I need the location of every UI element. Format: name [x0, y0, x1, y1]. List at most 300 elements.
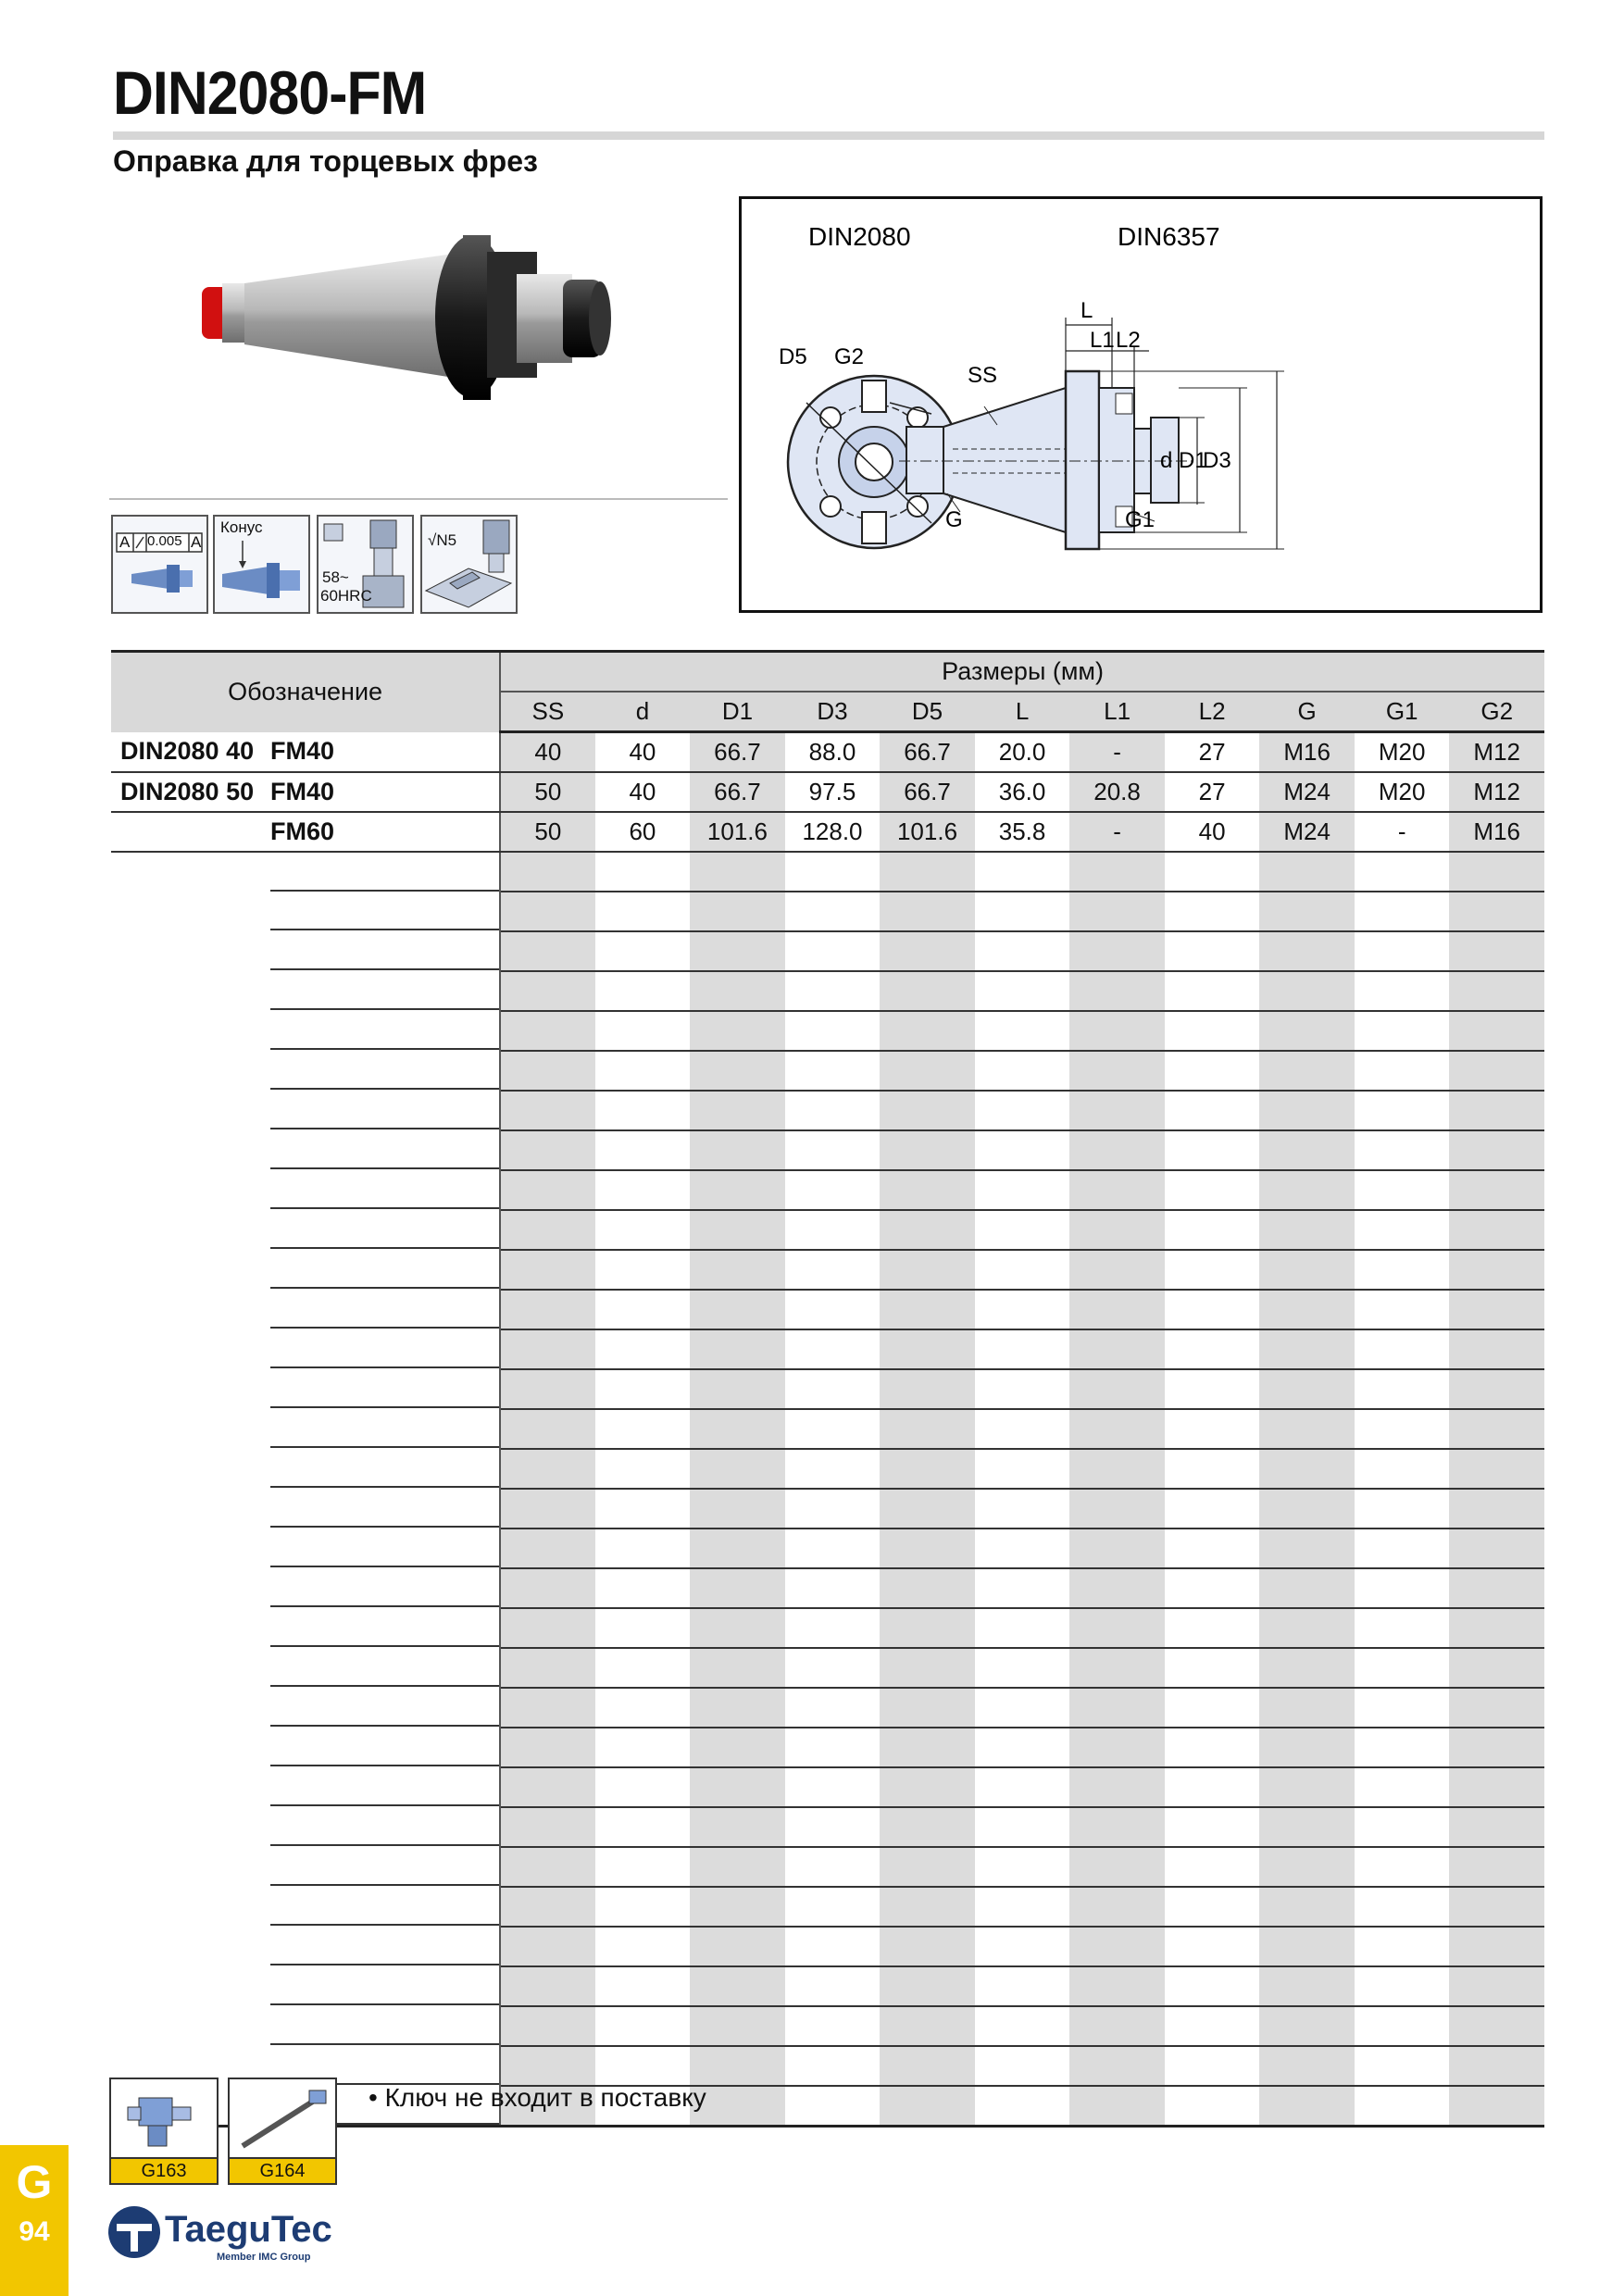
cell-g: [1259, 2046, 1355, 2086]
cell-d: [595, 931, 691, 971]
cell-g: [1259, 1728, 1355, 1767]
cell-d3: 128.0: [785, 812, 881, 852]
cell-l2: [1165, 2006, 1260, 2046]
product-photo: [185, 218, 667, 404]
col-header-g: G: [1259, 692, 1355, 732]
cell-d: [595, 1170, 691, 1210]
col-header-l2: L2: [1165, 692, 1260, 732]
cell-g1: [1355, 1170, 1450, 1210]
cell-g2: M12: [1449, 732, 1544, 773]
cell-d5: [880, 2046, 975, 2086]
cell-l: [975, 1648, 1070, 1688]
cell-l: [975, 1608, 1070, 1648]
cell-l2: [1165, 1449, 1260, 1489]
cell-d1: [690, 1409, 785, 1449]
runout-label-a2: A: [191, 533, 202, 551]
cell-l: [975, 931, 1070, 971]
cell-g: [1259, 1847, 1355, 1887]
cell-l1: [1069, 1568, 1165, 1608]
cell-ss: [500, 1210, 595, 1250]
spec-table: [111, 650, 1544, 2128]
table-row: [111, 1847, 1544, 1887]
table-row: [111, 1051, 1544, 1091]
table-row: [111, 1369, 1544, 1409]
table-row: [111, 1887, 1544, 1927]
cell-d5: [880, 1688, 975, 1728]
cell-g1: -: [1355, 812, 1450, 852]
cell-l2: 27: [1165, 772, 1260, 812]
cell-g: [1259, 1170, 1355, 1210]
cell-d3: [785, 971, 881, 1011]
cell-l2: [1165, 1927, 1260, 1966]
cell-d1: [690, 2006, 785, 2046]
cell-ss: [500, 1290, 595, 1329]
label-d: d: [1160, 448, 1173, 473]
hardness-icon: [317, 515, 414, 614]
designation-cell-empty: [111, 1887, 500, 1927]
cell-d3: [785, 1369, 881, 1409]
cell-l1: [1069, 852, 1165, 892]
cell-d: [595, 1449, 691, 1489]
cell-l2: [1165, 1807, 1260, 1847]
cell-g2: [1449, 1409, 1544, 1449]
cell-l2: [1165, 892, 1260, 931]
cell-d1: [690, 1688, 785, 1728]
label-l1: L1: [1090, 328, 1115, 353]
cell-g: [1259, 1568, 1355, 1608]
cell-l2: [1165, 1489, 1260, 1529]
ref-label-g164: G164: [230, 2157, 335, 2183]
cell-g2: [1449, 931, 1544, 971]
cell-d3: [785, 1409, 881, 1449]
designation-prefix: DIN2080 50: [120, 778, 255, 805]
drawing-label-din6357: DIN6357: [1118, 222, 1220, 251]
cell-l1: [1069, 1887, 1165, 1927]
table-row: [111, 1966, 1544, 2006]
cell-d3: [785, 2006, 881, 2046]
cell-l: [975, 1449, 1070, 1489]
cell-l: [975, 1250, 1070, 1290]
cell-g1: [1355, 1489, 1450, 1529]
cell-g: [1259, 1449, 1355, 1489]
cell-ss: [500, 1051, 595, 1091]
cell-l2: [1165, 1529, 1260, 1568]
cell-l: [975, 1369, 1070, 1409]
cell-l: [975, 1290, 1070, 1329]
designation-cell-empty: [111, 1608, 500, 1648]
cell-d5: [880, 1091, 975, 1130]
cell-l: [975, 1489, 1070, 1529]
cell-g: M24: [1259, 772, 1355, 812]
cell-g1: M20: [1355, 732, 1450, 773]
table-row: [111, 1767, 1544, 1807]
cell-d3: [785, 1966, 881, 2006]
cell-l1: [1069, 1688, 1165, 1728]
cell-d3: [785, 1290, 881, 1329]
cell-d3: [785, 852, 881, 892]
designation-suffix: FM60: [270, 817, 335, 845]
table-row: [111, 1329, 1544, 1369]
cell-d: [595, 1608, 691, 1648]
cell-l: [975, 1011, 1070, 1051]
cell-d5: [880, 1728, 975, 1767]
cell-l1: [1069, 1529, 1165, 1568]
designation-prefix: DIN2080 40: [120, 737, 255, 766]
cell-l2: [1165, 1728, 1260, 1767]
label-ss: SS: [968, 363, 998, 388]
cell-g2: [1449, 1489, 1544, 1529]
cell-l1: [1069, 1449, 1165, 1489]
cell-l1: [1069, 1051, 1165, 1091]
brand-subtitle: Member IMC Group: [217, 2252, 311, 2263]
cell-d5: [880, 1329, 975, 1369]
cell-g1: [1355, 852, 1450, 892]
cell-l2: [1165, 1767, 1260, 1807]
taper-icon: [213, 515, 310, 614]
cell-l1: [1069, 1170, 1165, 1210]
col-header-d3: D3: [785, 692, 881, 732]
cell-g1: [1355, 1250, 1450, 1290]
cell-d1: [690, 1091, 785, 1130]
designation-cell-empty: [111, 971, 500, 1011]
designation-cell-empty: [111, 1489, 500, 1529]
page-title: DIN2080-FM: [113, 58, 427, 127]
cell-g2: [1449, 1966, 1544, 2006]
cell-l2: [1165, 1648, 1260, 1688]
cell-d1: [690, 1449, 785, 1489]
cell-ss: 40: [500, 732, 595, 773]
cell-l1: [1069, 1489, 1165, 1529]
cell-d1: [690, 931, 785, 971]
cell-d3: [785, 1051, 881, 1091]
designation-cell: [111, 812, 500, 852]
cell-d5: [880, 1927, 975, 1966]
cell-d3: [785, 1807, 881, 1847]
cell-l1: [1069, 1290, 1165, 1329]
cell-d: [595, 1966, 691, 2006]
cell-d1: [690, 1210, 785, 1250]
cell-g2: [1449, 1529, 1544, 1568]
cell-d: [595, 1568, 691, 1608]
cell-l: [975, 1767, 1070, 1807]
cell-g2: [1449, 1290, 1544, 1329]
cell-l2: 40: [1165, 812, 1260, 852]
cell-g1: M20: [1355, 772, 1450, 812]
cell-l2: 27: [1165, 732, 1260, 773]
cell-d: [595, 1767, 691, 1807]
cell-g1: [1355, 1529, 1450, 1568]
cell-l2: [1165, 2046, 1260, 2086]
cell-d1: [690, 1369, 785, 1409]
cell-g: [1259, 1648, 1355, 1688]
cell-g2: [1449, 1170, 1544, 1210]
table-row: [111, 1927, 1544, 1966]
cell-d: [595, 1489, 691, 1529]
cell-l2: [1165, 1210, 1260, 1250]
designation-cell-empty: [111, 1966, 500, 2006]
cell-g2: [1449, 1051, 1544, 1091]
cell-d3: [785, 1130, 881, 1170]
cell-g1: [1355, 1927, 1450, 1966]
cell-d5: [880, 1648, 975, 1688]
cell-d: [595, 892, 691, 931]
designation-cell-empty: [111, 1927, 500, 1966]
designation-cell-empty: [111, 1767, 500, 1807]
cell-g: [1259, 1409, 1355, 1449]
cell-g1: [1355, 1767, 1450, 1807]
cell-l1: [1069, 2006, 1165, 2046]
cell-l: [975, 2006, 1070, 2046]
cell-g: [1259, 971, 1355, 1011]
cell-d: [595, 1728, 691, 1767]
cell-d: 40: [595, 772, 691, 812]
cell-d: [595, 2006, 691, 2046]
cell-d5: [880, 1489, 975, 1529]
cell-d: [595, 1688, 691, 1728]
cell-d1: [690, 1170, 785, 1210]
cell-d1: [690, 1489, 785, 1529]
cell-ss: [500, 892, 595, 931]
cell-d5: 66.7: [880, 732, 975, 773]
cell-ss: [500, 2046, 595, 2086]
technical-drawing: [739, 196, 1543, 613]
designation-suffix: FM40: [270, 737, 335, 766]
cell-ss: [500, 1927, 595, 1966]
cell-d3: [785, 1489, 881, 1529]
cell-ss: [500, 1648, 595, 1688]
cell-d3: [785, 1011, 881, 1051]
designation-cell-empty: [111, 1329, 500, 1369]
cell-g: [1259, 1608, 1355, 1648]
cell-d1: [690, 1290, 785, 1329]
cell-ss: [500, 1449, 595, 1489]
cell-l1: [1069, 1329, 1165, 1369]
cell-g2: [1449, 1130, 1544, 1170]
cell-l1: [1069, 1966, 1165, 2006]
cell-g2: M16: [1449, 812, 1544, 852]
cell-d: [595, 1409, 691, 1449]
cell-l2: [1165, 1608, 1260, 1648]
table-row: [111, 812, 1544, 852]
cell-d3: [785, 892, 881, 931]
designation-cell: [111, 772, 500, 812]
cell-g: [1259, 931, 1355, 971]
cell-d5: [880, 1966, 975, 2006]
cell-d3: [785, 2086, 881, 2127]
cell-l2: [1165, 931, 1260, 971]
table-row: [111, 1728, 1544, 1767]
designation-cell-empty: [111, 1250, 500, 1290]
table-row: [111, 1807, 1544, 1847]
cell-l2: [1165, 1051, 1260, 1091]
cell-d3: [785, 1210, 881, 1250]
designation-cell-empty: [111, 1688, 500, 1728]
cell-g2: [1449, 2006, 1544, 2046]
cell-g1: [1355, 1051, 1450, 1091]
designation-header: Обозначение: [111, 652, 500, 732]
ref-wrench[interactable]: [228, 2078, 337, 2185]
cell-g2: [1449, 2086, 1544, 2127]
cell-l1: [1069, 1807, 1165, 1847]
cell-g1: [1355, 1449, 1450, 1489]
cell-g1: [1355, 931, 1450, 971]
cell-l: [975, 1170, 1070, 1210]
cell-g2: [1449, 1927, 1544, 1966]
cell-d5: [880, 1051, 975, 1091]
cell-d5: [880, 1807, 975, 1847]
cell-g1: [1355, 1130, 1450, 1170]
cell-g2: [1449, 892, 1544, 931]
label-d5: D5: [779, 344, 807, 369]
table-row: [111, 772, 1544, 812]
table-row: [111, 1130, 1544, 1170]
designation-cell-empty: [111, 1011, 500, 1051]
cell-ss: [500, 1728, 595, 1767]
designation-cell-empty: [111, 1170, 500, 1210]
cell-g2: [1449, 1767, 1544, 1807]
cell-g2: [1449, 1091, 1544, 1130]
page-number: 94: [19, 2216, 50, 2247]
cell-l: [975, 1847, 1070, 1887]
cell-g: [1259, 1489, 1355, 1529]
cell-d5: [880, 1847, 975, 1887]
cell-l: [975, 971, 1070, 1011]
label-g1: G1: [1125, 507, 1156, 532]
cell-l: [975, 1807, 1070, 1847]
cell-d1: [690, 1807, 785, 1847]
designation-cell-empty: [111, 1130, 500, 1170]
cell-g2: [1449, 1250, 1544, 1290]
cell-d: [595, 1887, 691, 1927]
cell-l1: [1069, 1927, 1165, 1966]
table-row: [111, 1290, 1544, 1329]
cell-d3: 97.5: [785, 772, 881, 812]
table-row: [111, 1608, 1544, 1648]
table-row: [111, 1688, 1544, 1728]
cell-d5: 101.6: [880, 812, 975, 852]
cell-g1: [1355, 1688, 1450, 1728]
hardness-label-2: 60HRC: [320, 587, 372, 605]
cell-d: [595, 1210, 691, 1250]
cell-l: [975, 1688, 1070, 1728]
cell-ss: [500, 971, 595, 1011]
cell-g: [1259, 1011, 1355, 1051]
cell-d3: 88.0: [785, 732, 881, 773]
brand-logo-icon: [106, 2203, 163, 2261]
cell-d1: [690, 852, 785, 892]
cell-g2: [1449, 1369, 1544, 1409]
ref-label-g163: G163: [111, 2157, 217, 2183]
cell-g2: [1449, 1807, 1544, 1847]
cell-l: [975, 1329, 1070, 1369]
cell-d: [595, 1091, 691, 1130]
cell-d1: [690, 1130, 785, 1170]
cell-l2: [1165, 971, 1260, 1011]
cell-g1: [1355, 1568, 1450, 1608]
table-row: [111, 971, 1544, 1011]
cell-g: M24: [1259, 812, 1355, 852]
ref-clamping-key[interactable]: [109, 2078, 219, 2185]
cell-d3: [785, 2046, 881, 2086]
table-row: [111, 892, 1544, 931]
cell-g2: [1449, 852, 1544, 892]
table-row: [111, 1529, 1544, 1568]
col-header-d: d: [595, 692, 691, 732]
cell-ss: [500, 1369, 595, 1409]
cell-l2: [1165, 1170, 1260, 1210]
cell-g: [1259, 1130, 1355, 1170]
cell-g1: [1355, 1648, 1450, 1688]
col-header-g2: G2: [1449, 692, 1544, 732]
cell-l2: [1165, 2086, 1260, 2127]
cell-g1: [1355, 1608, 1450, 1648]
cell-d5: [880, 2006, 975, 2046]
cell-l1: [1069, 1767, 1165, 1807]
cell-d1: [690, 971, 785, 1011]
cell-g2: [1449, 1688, 1544, 1728]
table-row: [111, 1091, 1544, 1130]
cell-d: [595, 971, 691, 1011]
col-header-ss: SS: [500, 692, 595, 732]
cell-d1: [690, 1767, 785, 1807]
table-row: [111, 852, 1544, 892]
cell-g1: [1355, 1847, 1450, 1887]
cell-d1: [690, 1051, 785, 1091]
cell-d1: [690, 1608, 785, 1648]
cell-g1: [1355, 1329, 1450, 1369]
cell-d1: [690, 1568, 785, 1608]
cell-l2: [1165, 1011, 1260, 1051]
cell-d3: [785, 1250, 881, 1290]
cell-l: [975, 1409, 1070, 1449]
cell-g: M16: [1259, 732, 1355, 773]
cell-g: [1259, 1210, 1355, 1250]
cell-d3: [785, 1688, 881, 1728]
cell-d: [595, 1329, 691, 1369]
cell-d: [595, 1250, 691, 1290]
cell-d5: [880, 2086, 975, 2127]
cell-d3: [785, 1887, 881, 1927]
cell-g1: [1355, 971, 1450, 1011]
cell-ss: [500, 1887, 595, 1927]
cell-d: 60: [595, 812, 691, 852]
label-l: L: [1081, 298, 1093, 323]
cell-d3: [785, 1329, 881, 1369]
col-header-d5: D5: [880, 692, 975, 732]
cell-d1: [690, 1250, 785, 1290]
cell-l2: [1165, 1369, 1260, 1409]
cell-ss: [500, 852, 595, 892]
cell-g1: [1355, 1290, 1450, 1329]
designation-cell-empty: [111, 931, 500, 971]
cell-l2: [1165, 1250, 1260, 1290]
cell-d1: [690, 1927, 785, 1966]
cell-d1: [690, 1529, 785, 1568]
table-row: [111, 1449, 1544, 1489]
dims-header: Размеры (мм): [500, 652, 1544, 693]
cell-g2: M12: [1449, 772, 1544, 812]
cell-g2: [1449, 1608, 1544, 1648]
cell-g1: [1355, 1011, 1450, 1051]
cell-g1: [1355, 1728, 1450, 1767]
cell-d1: [690, 1648, 785, 1688]
designation-cell-empty: [111, 1648, 500, 1688]
cell-d1: [690, 892, 785, 931]
cell-g1: [1355, 2086, 1450, 2127]
cell-d3: [785, 1608, 881, 1648]
cell-d1: [690, 1329, 785, 1369]
designation-cell-empty: [111, 1051, 500, 1091]
